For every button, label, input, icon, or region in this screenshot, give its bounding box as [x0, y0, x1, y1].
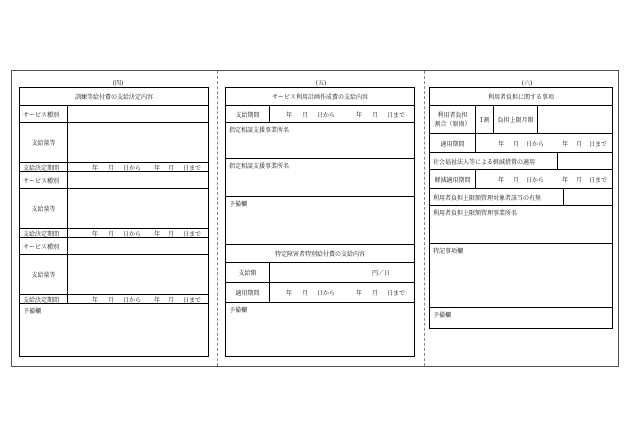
month-label: 月	[168, 164, 175, 172]
service-type-label: サービス種別	[20, 172, 68, 188]
block-1-service-row	[20, 106, 208, 123]
sub-title-row	[226, 245, 414, 263]
day-to-label: 日まで	[387, 111, 406, 119]
remarks-label: 予備欄	[229, 307, 248, 314]
month-label: 月	[168, 296, 175, 304]
amount-unit: 円／日	[372, 270, 391, 277]
apply-period-row	[430, 134, 612, 153]
day-from-label: 日から	[123, 230, 142, 238]
apply-period-label: 適用期間	[430, 134, 476, 152]
apply-period-row	[226, 283, 414, 303]
day-to-label: 日まで	[183, 296, 202, 304]
day-from-label: 日から	[317, 111, 336, 119]
office-name-label: 指定相談支援事業所名	[229, 127, 290, 134]
day-from-label: 日から	[317, 290, 336, 297]
panel-6-title: 利用者負担に関する事項	[487, 94, 554, 101]
block-2-amount-row	[20, 189, 208, 229]
panel-5-title: サービス利用計画作成費の支給内容	[271, 94, 368, 101]
social-welfare-reduction-label: 社会福祉法人等による軽減措置の適用	[430, 153, 558, 169]
year-label: 年	[498, 176, 505, 184]
month-label: 月	[513, 140, 520, 148]
month-label: 月	[108, 164, 115, 172]
remarks-label: 予備欄	[229, 201, 248, 208]
office-name-label: 指定相談支援事業所名	[229, 163, 290, 170]
period-label: 支給決定期間	[20, 229, 68, 237]
special-benefit-title: 特定障害者特別給付費の支給内容	[274, 251, 365, 258]
day-from-label: 日から	[123, 164, 142, 172]
year-label: 年	[154, 296, 161, 304]
month-label: 月	[513, 176, 520, 184]
burden-ratio-value: 1割	[476, 106, 494, 133]
year-label: 年	[562, 176, 569, 184]
mgmt-office-row	[430, 206, 612, 244]
service-type-label: サービス種別	[20, 238, 68, 254]
year-label: 年	[562, 140, 569, 148]
monthly-limit-label: 負担上限月額	[494, 106, 538, 133]
month-label: 月	[108, 296, 115, 304]
block-3-period-row	[20, 295, 208, 304]
year-label: 年	[92, 164, 99, 172]
block-2-period-row	[20, 229, 208, 238]
reduction-period-label: 軽減適用期間	[430, 170, 476, 188]
panel-number-6: (六)	[521, 80, 533, 87]
benefit-amount-label: 支給額	[226, 263, 270, 282]
day-to-label: 日まで	[183, 230, 202, 238]
service-type-label: サービス種別	[20, 106, 68, 122]
year-label: 年	[286, 290, 293, 297]
year-label: 年	[92, 296, 99, 304]
panel-4-table	[19, 87, 209, 357]
day-to-label: 日まで	[589, 140, 608, 148]
social-welfare-row	[430, 153, 612, 170]
mgmt-office-label: 利用者負担上限額管理事業所名	[433, 210, 518, 217]
day-from-label: 日から	[123, 296, 142, 304]
panel-5-table	[225, 87, 415, 357]
month-label: 月	[302, 290, 309, 297]
remarks-label: 予備欄	[433, 312, 452, 319]
month-label: 月	[108, 230, 115, 238]
remarks-label: 予備欄	[23, 308, 42, 315]
fold-line-right	[424, 71, 425, 366]
block-2-service-row	[20, 172, 208, 189]
burden-ratio-row	[430, 106, 612, 134]
burden-ratio-label: 利用者負担 割合（原則）	[430, 106, 476, 133]
panel-number-5: (五)	[315, 80, 327, 87]
amount-label: 支給量等	[20, 255, 68, 294]
payment-period-label: 支給期間	[226, 106, 270, 122]
year-label: 年	[92, 230, 99, 238]
block-3-service-row	[20, 238, 208, 255]
year-label: 年	[154, 230, 161, 238]
month-label: 月	[372, 111, 379, 119]
panel-4-title: 訓練等給付費の支給決定内容	[74, 94, 153, 101]
year-label: 年	[356, 111, 363, 119]
amount-label: 支給量等	[20, 123, 68, 162]
day-to-label: 日まで	[387, 290, 406, 297]
mgmt-target-label: 利用者負担上限額管理対象者該当の有無	[430, 189, 564, 205]
certificate-sheet	[11, 70, 619, 367]
amount-label: 支給量等	[20, 189, 68, 228]
month-label: 月	[168, 230, 175, 238]
day-to-label: 日まで	[589, 176, 608, 184]
period-label: 支給決定期間	[20, 295, 68, 303]
year-label: 年	[356, 290, 363, 297]
office-2-row	[226, 159, 414, 197]
period-label: 支給決定期間	[20, 163, 68, 171]
month-label: 月	[576, 176, 583, 184]
day-to-label: 日まで	[183, 164, 202, 172]
block-3-amount-row	[20, 255, 208, 295]
month-label: 月	[576, 140, 583, 148]
block-1-period-row	[20, 163, 208, 172]
block-1-amount-row	[20, 123, 208, 163]
month-label: 月	[302, 111, 309, 119]
plan-period-row	[226, 106, 414, 123]
notes-row	[430, 244, 612, 308]
year-label: 年	[154, 164, 161, 172]
panel-number-4: (四)	[112, 80, 124, 87]
month-label: 月	[372, 290, 379, 297]
benefit-amount-row	[226, 263, 414, 283]
office-1-row	[226, 123, 414, 159]
year-label: 年	[498, 140, 505, 148]
day-from-label: 日から	[526, 140, 545, 148]
remarks-row	[226, 197, 414, 245]
mgmt-target-row	[430, 189, 612, 206]
day-from-label: 日から	[526, 176, 545, 184]
reduction-period-row	[430, 170, 612, 189]
year-label: 年	[286, 111, 293, 119]
special-notes-label: 特記事項欄	[433, 248, 464, 255]
apply-period-label: 適用期間	[226, 283, 270, 302]
fold-line-left	[217, 71, 218, 366]
panel-6-table	[429, 87, 613, 329]
